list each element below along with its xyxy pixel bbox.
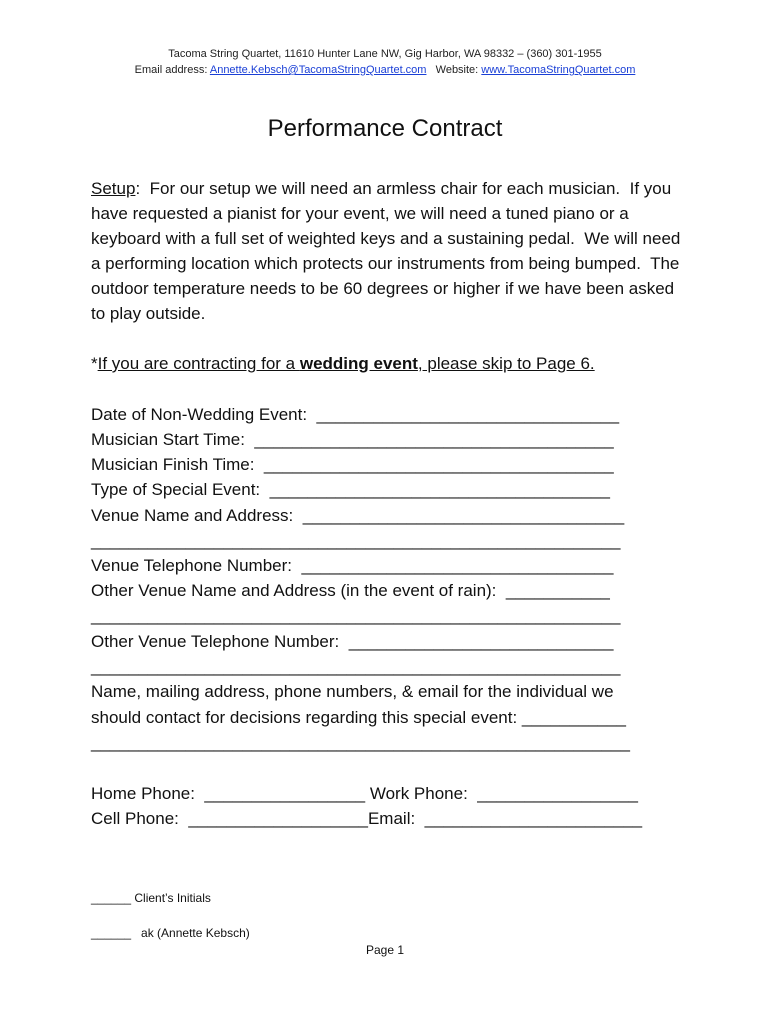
field-venue-address-line2[interactable]: ________________________________________________________ [91,531,621,550]
wedding-note-part2: , please skip to Page 6. [417,354,595,373]
field-other-venue-phone[interactable]: Other Venue Telephone Number: ____________________________ [91,632,614,651]
wedding-note-text [98,354,595,373]
wedding-note [91,351,691,376]
field-venue-address[interactable]: Venue Name and Address: __________________________________ [91,506,625,525]
field-event-type[interactable]: Type of Special Event: ____________________________________ [91,480,610,499]
wedding-note-bold: wedding event [299,354,418,373]
setup-paragraph [91,176,691,326]
field-cell-email[interactable]: Cell Phone: ___________________Email: _______________________ [91,809,643,828]
wedding-note-prefix: * [91,354,98,373]
letterhead-address: Tacoma String Quartet, 11610 Hunter Lane NW, Gig Harbor, WA 98332 – (360) 301-1955 [168,48,602,60]
contact-instruction: Name, mailing address, phone numbers, & email for the individual we [91,682,614,701]
field-venue-phone[interactable]: Venue Telephone Number: _________________________________ [91,556,614,575]
setup-label: Setup [91,179,136,198]
field-start-time[interactable]: Musician Start Time: ______________________________________ [91,430,614,449]
field-other-venue-phone-line2[interactable]: ________________________________________________________ [91,657,621,676]
website-link[interactable]: www.TacomaStringQuartet.com [481,64,636,76]
wedding-note-part1: If you are contracting for a [97,354,300,373]
field-date[interactable]: Date of Non-Wedding Event: ________________________________ [91,405,620,424]
field-other-venue[interactable]: Other Venue Name and Address (in the event of rain): ___________ [91,581,610,600]
email-link[interactable]: Annette.Kebsch@TacomaStringQuartet.com [209,64,427,76]
ak-initials: ______ ak (Annette Kebsch) [91,926,250,940]
setup-text: : For our setup we will need an armless chair for each musician. If you have requested a pianist for your event, we will need a tuned piano or a keyboard with a full set of weighted keys and a sustaining pedal. We will need a performing location which protects our instruments from being bumped. The outdoor temperature needs to be 60 degrees or higher if we have been asked to play outside. [91,179,686,323]
client-initials[interactable]: ______ Client’s Initials [91,891,211,905]
letterhead-contact [0,64,770,76]
field-contact[interactable]: should contact for decisions regarding this special event: ___________ [91,708,626,727]
field-contact-line2[interactable]: _________________________________________________________ [91,733,630,752]
email-label: Email address: [134,64,208,76]
website-label: Website: [435,64,479,76]
field-other-venue-line2[interactable]: ________________________________________________________ [91,606,621,625]
page-number: Page 1 [365,943,405,957]
page-title: Performance Contract [267,115,503,142]
field-home-work-phone[interactable]: Home Phone: _________________ Work Phone: _________________ [91,784,638,803]
field-finish-time[interactable]: Musician Finish Time: _____________________________________ [91,455,614,474]
